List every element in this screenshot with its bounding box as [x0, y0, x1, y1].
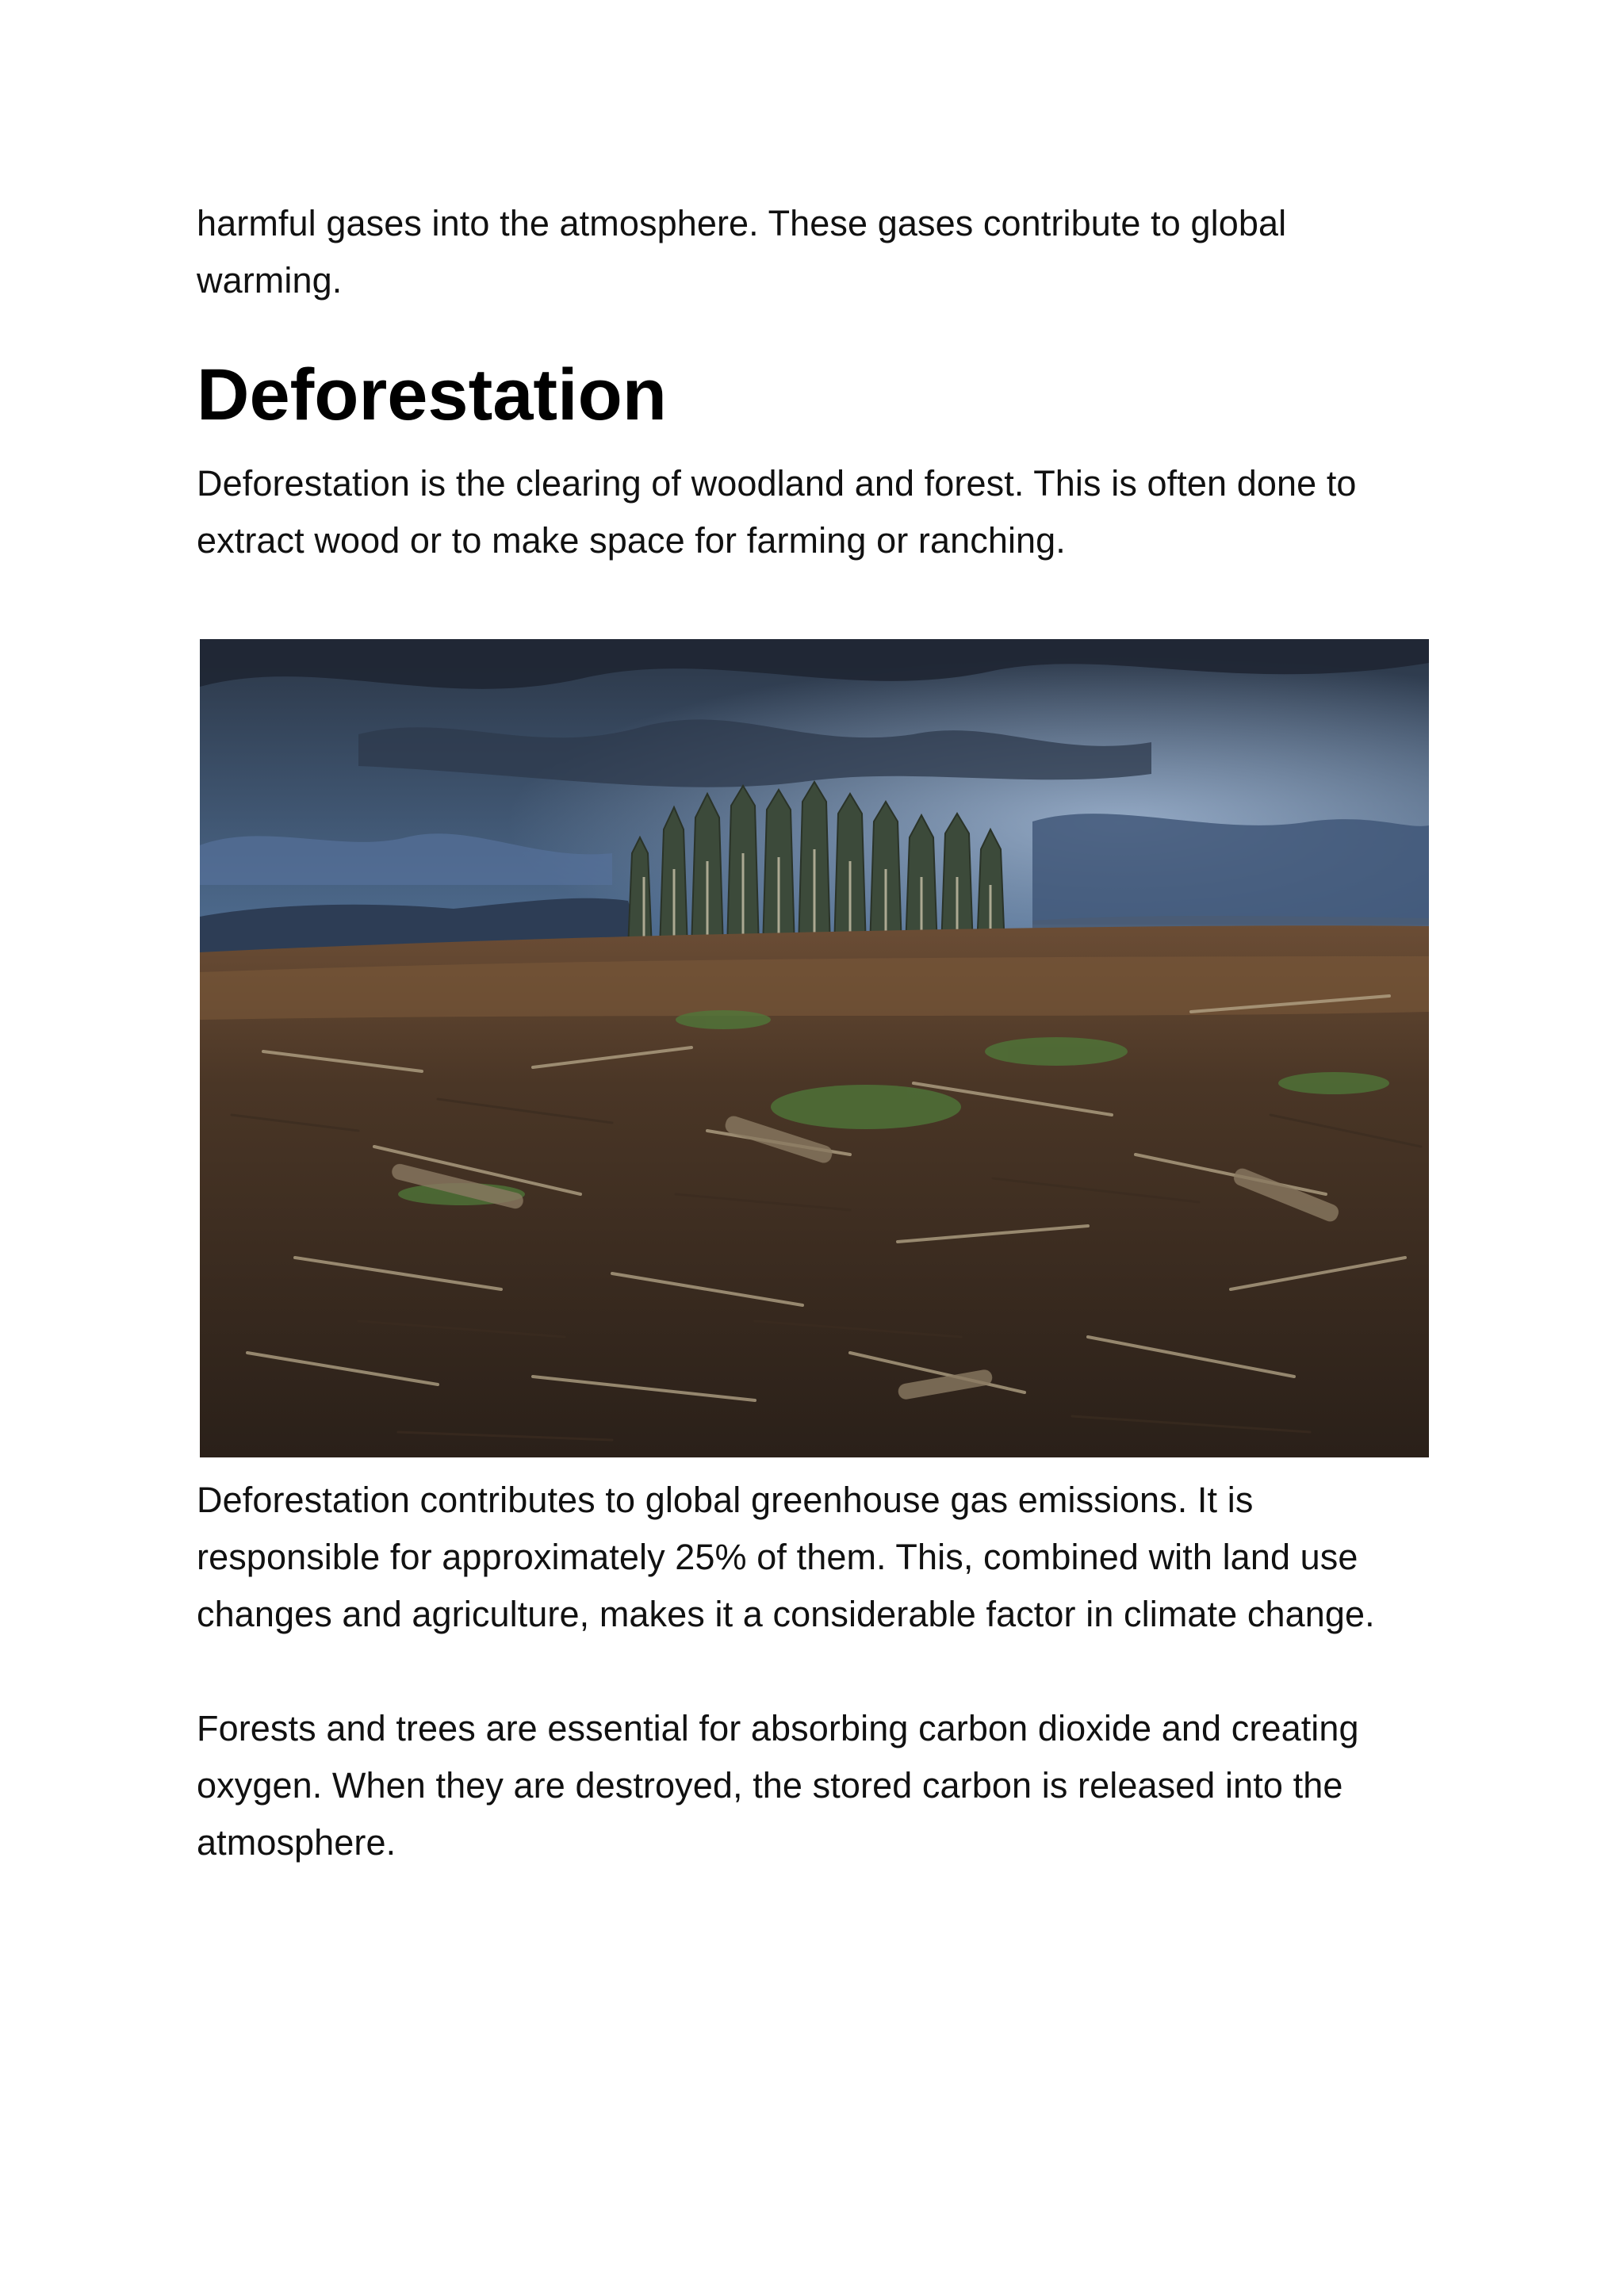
definition-paragraph: Deforestation is the clearing of woodland and forest. This is often done to extract wood or to make space for farming or ranching.	[197, 463, 1357, 561]
intro-paragraph: harmful gases into the atmosphere. These gases contribute to global warming.	[197, 203, 1287, 301]
deforestation-photo	[200, 639, 1429, 1457]
forests-paragraph: Forests and trees are essential for absorbing carbon dioxide and creating oxygen. When they are destroyed, the stored carbon is released into the atmosphere.	[197, 1708, 1359, 1863]
document-content	[197, 195, 1434, 1871]
deforestation-photo-illustration	[200, 639, 1429, 1457]
emissions-paragraph: Deforestation contributes to global greenhouse gas emissions. It is responsible for approximately 25% of them. This, combined with land use changes and agriculture, makes it a considerable factor in climate change.	[197, 1480, 1375, 1634]
section-heading: Deforestation	[197, 354, 667, 435]
